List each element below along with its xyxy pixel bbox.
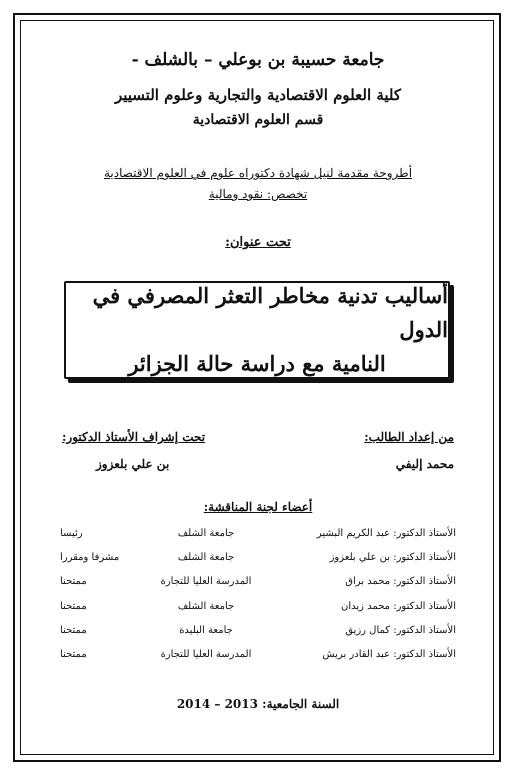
committee-title xyxy=(0,500,516,514)
committee-member-role: رئيسا xyxy=(60,528,83,539)
committee-member-institution: جامعة الشلف xyxy=(177,552,235,563)
committee-member-name: الأستاذ الدكتور: كمال رزيق xyxy=(345,625,456,636)
committee-member-name: الأستاذ الدكتور: عبد الكريم البشير xyxy=(316,528,456,539)
committee-member-role: ممتحنا xyxy=(60,625,87,636)
supervisor-name: بن علي بلعزوز xyxy=(96,457,170,471)
committee-member-institution: جامعة الشلف xyxy=(177,601,235,612)
department-name: قسم العلوم الاقتصادية xyxy=(192,112,324,128)
committee-member-institution: جامعة الشلف xyxy=(177,528,235,539)
committee-title-text: أعضاء لجنة المناقشة: xyxy=(203,500,313,514)
committee-row xyxy=(60,576,456,596)
committee-member-institution: المدرسة العليا للتجارة xyxy=(160,576,252,587)
committee-member-name: الأستاذ الدكتور: بن علي بلعزوز xyxy=(329,552,456,563)
student-name: محمد إليفي xyxy=(395,457,454,471)
thesis-description-text: أطروحة مقدمة لنيل شهادة دكتوراه علوم في العلوم الاقتصادية xyxy=(103,166,413,180)
thesis-description xyxy=(0,166,516,180)
committee-row xyxy=(60,649,456,669)
thesis-title-line-1: أساليب تدنية مخاطر التعثر المصرفي في الدول xyxy=(92,283,448,342)
committee-member-institution: المدرسة العليا للتجارة xyxy=(160,649,252,660)
committee-member-role: مشرفا ومقررا xyxy=(60,552,120,563)
committee-row xyxy=(60,601,456,621)
committee-member-name: الأستاذ الدكتور: محمد زيدان xyxy=(341,601,456,612)
committee-row xyxy=(60,552,456,572)
faculty-name: كلية العلوم الاقتصادية والتجارية وعلوم التسيير xyxy=(114,86,402,104)
specialty-text: تخصص: نقود ومالية xyxy=(208,187,308,201)
committee-member-role: ممتحنا xyxy=(60,649,87,660)
committee-member-name: الأستاذ الدكتور: عبد القادر بريش xyxy=(322,649,456,660)
under-title-label xyxy=(0,235,516,250)
prepared-by-label: من إعداد الطالب: xyxy=(364,430,454,444)
committee-member-name: الأستاذ الدكتور: محمد براق xyxy=(345,576,456,587)
committee-member-role: ممتحنا xyxy=(60,576,87,587)
thesis-title-box xyxy=(64,281,450,379)
committee-member-institution: جامعة البليدة xyxy=(179,625,233,636)
committee-row xyxy=(60,625,456,645)
committee-member-role: ممتحنا xyxy=(60,601,87,612)
thesis-title-line-2: النامية مع دراسة حالة الجزائر xyxy=(128,351,386,376)
supervision-label: تحت إشراف الأستاذ الدكتور: xyxy=(62,430,206,444)
committee-row xyxy=(60,528,456,548)
under-title-text: تحت عنوان: xyxy=(225,235,291,250)
university-name: جامعة حسيبة بن بوعلي – بالشلف - xyxy=(131,50,385,70)
academic-year: السنة الجامعية: 2013 – 2014 xyxy=(176,697,340,711)
specialty xyxy=(0,187,516,201)
